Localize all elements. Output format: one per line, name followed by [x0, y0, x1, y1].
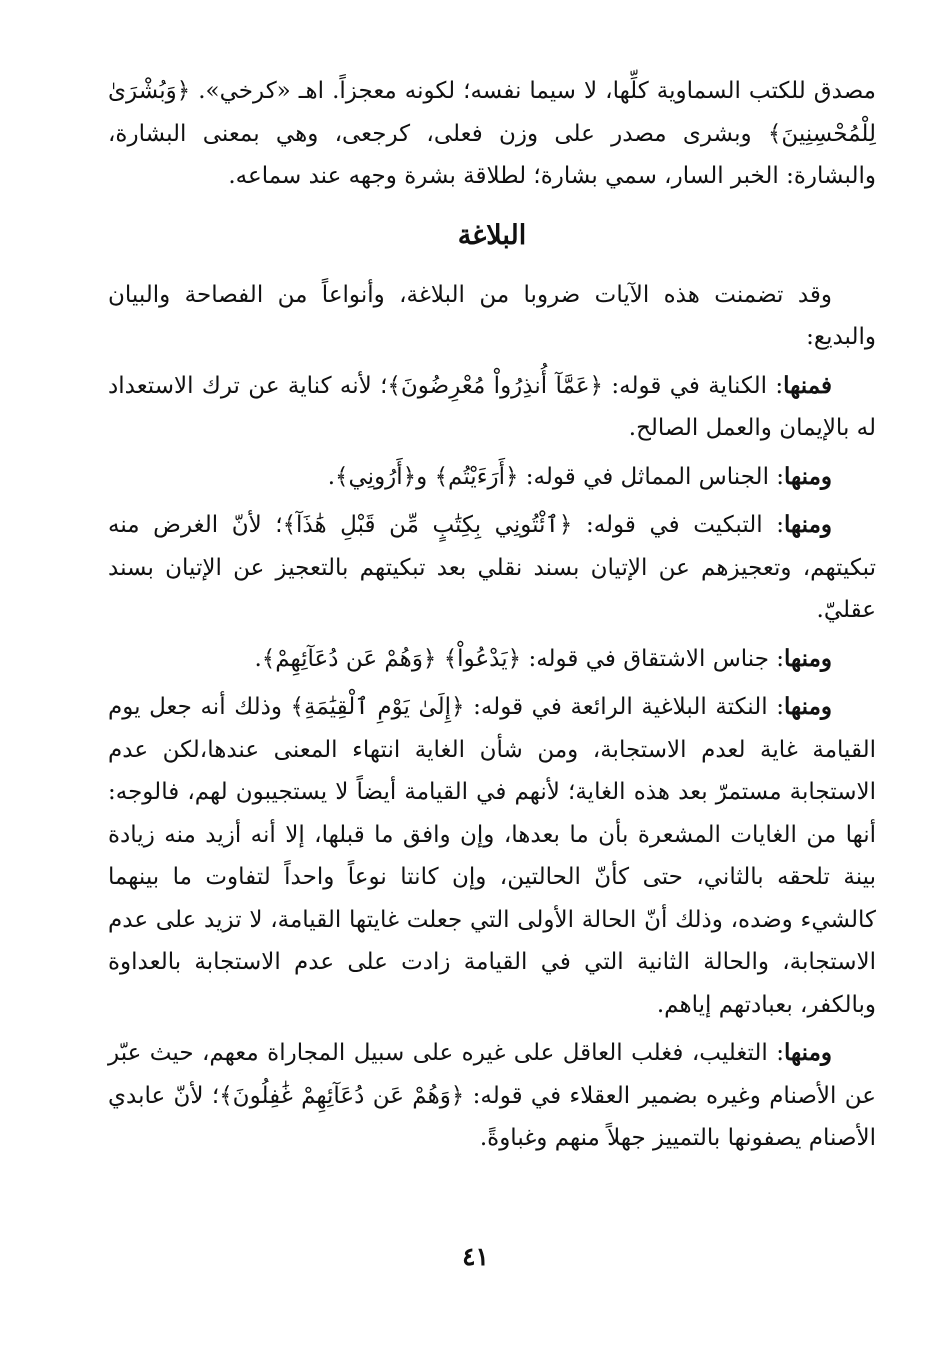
paragraph-text: : جناس الاشتقاق في قوله: ﴿يَدْعُواْ﴾ ﴿وَهُمْ عَن دُعَآئِهِمْ﴾. — [254, 645, 785, 672]
paragraph-6 — [108, 1032, 876, 1160]
paragraph-lead: ومنها — [784, 1039, 832, 1066]
paragraph-4 — [108, 638, 876, 681]
paragraph-text: : الجناس المماثل في قوله: ﴿أَرَءَيْتُم﴾ و﴿أَرُونِي﴾. — [327, 463, 785, 490]
paragraph-text: : النكتة البلاغية الرائعة في قوله: ﴿إِلَىٰ يَوْمِ ٱلْقِيَٰمَةِ﴾ وذلك أنه جعل يوم القيامة غاية لعدم الاستجابة، ومن شأن الغاية انتهاء المعنى عندها،لكن عدم الاستجابة مستمرّ بعد هذه الغاية؛ لأنهم في القيامة أيضاً لا يستجيبون لهم، فالوجه: أنها من الغايات المشعرة بأن ما بعدها، وإن وافق ما قبلها، إلا أنه أزيد منه زيادة بينة تلحقه بالثاني، حتى كأنّ الحالتين، وإن كانتا نوعاً واحداً لتفاوت ما بينهما كالشيء وضده، وذلك أنّ الحالة الأولى التي جعلت غايتها القيامة، لا تزيد على عدم الاستجابة، والحالة الثانية التي في القيامة زادت على عدم الاستجابة بالعداوة وبالكفر، بعبادتهم إياهم. — [108, 694, 876, 1018]
paragraph-1 — [108, 365, 876, 450]
paragraph-lead: ومنها — [784, 511, 832, 538]
paragraph-2 — [108, 456, 876, 499]
paragraph-0 — [108, 274, 876, 359]
paragraph-3 — [108, 504, 876, 632]
paragraph-text: وقد تضمنت هذه الآيات ضروبا من البلاغة، وأنواعاً من الفصاحة والبيان والبديع: — [108, 281, 876, 350]
page-body — [108, 70, 876, 1160]
paragraph-lead: ومنها — [784, 693, 832, 720]
page-number: ٤١ — [462, 1242, 489, 1271]
section-heading: البلاغة — [457, 219, 527, 251]
paragraph-lead: فمنها — [783, 371, 832, 399]
paragraph-lead: ومنها — [784, 644, 832, 672]
paragraph-lead: ومنها — [784, 462, 832, 490]
intro-paragraph: مصدق للكتب السماوية كلِّها، لا سيما نفسه؛ لكونه معجزاً. اهـ «كرخي». ﴿وَبُشْرَىٰ لِلْمُحْسِنِينَ﴾ وبشرى مصدر على وزن فعلى، كرجعى، وهي بمعنى البشارة، والبشارة: الخبر السار، سمي بشارة؛ لطلاقة بشرة وجهه عند سماعه. — [108, 78, 876, 189]
paragraph-text: : التبكيت في قوله: ﴿ٱئْتُونِي بِكِتَٰبٍ مِّن قَبْلِ هَٰذَآ﴾؛ لأنّ الغرض منه تبكيتهم، وتعجيزهم عن الإتيان بسند نقلي بعد تبكيتهم بالتعجيز عن الإتيان بسند عقليّ. — [108, 512, 876, 623]
paragraph-text: : التغليب، فغلب العاقل على غيره على سبيل المجاراة معهم، حيث عبّر عن الأصنام وغيره بضمير العقلاء في قوله: ﴿وَهُمْ عَن دُعَآئِهِمْ غَٰفِلُونَ﴾؛ لأنّ عابدي الأصنام يصفونها بالتمييز جهلاً منهم وغباوةً. — [108, 1040, 876, 1151]
paragraph-text: : الكناية في قوله: ﴿عَمَّآ أُنذِرُواْ مُعْرِضُونَ﴾؛ لأنه كناية عن ترك الاستعداد له بالإيمان والعمل الصالح. — [108, 372, 876, 441]
paragraph-5 — [108, 686, 876, 1026]
